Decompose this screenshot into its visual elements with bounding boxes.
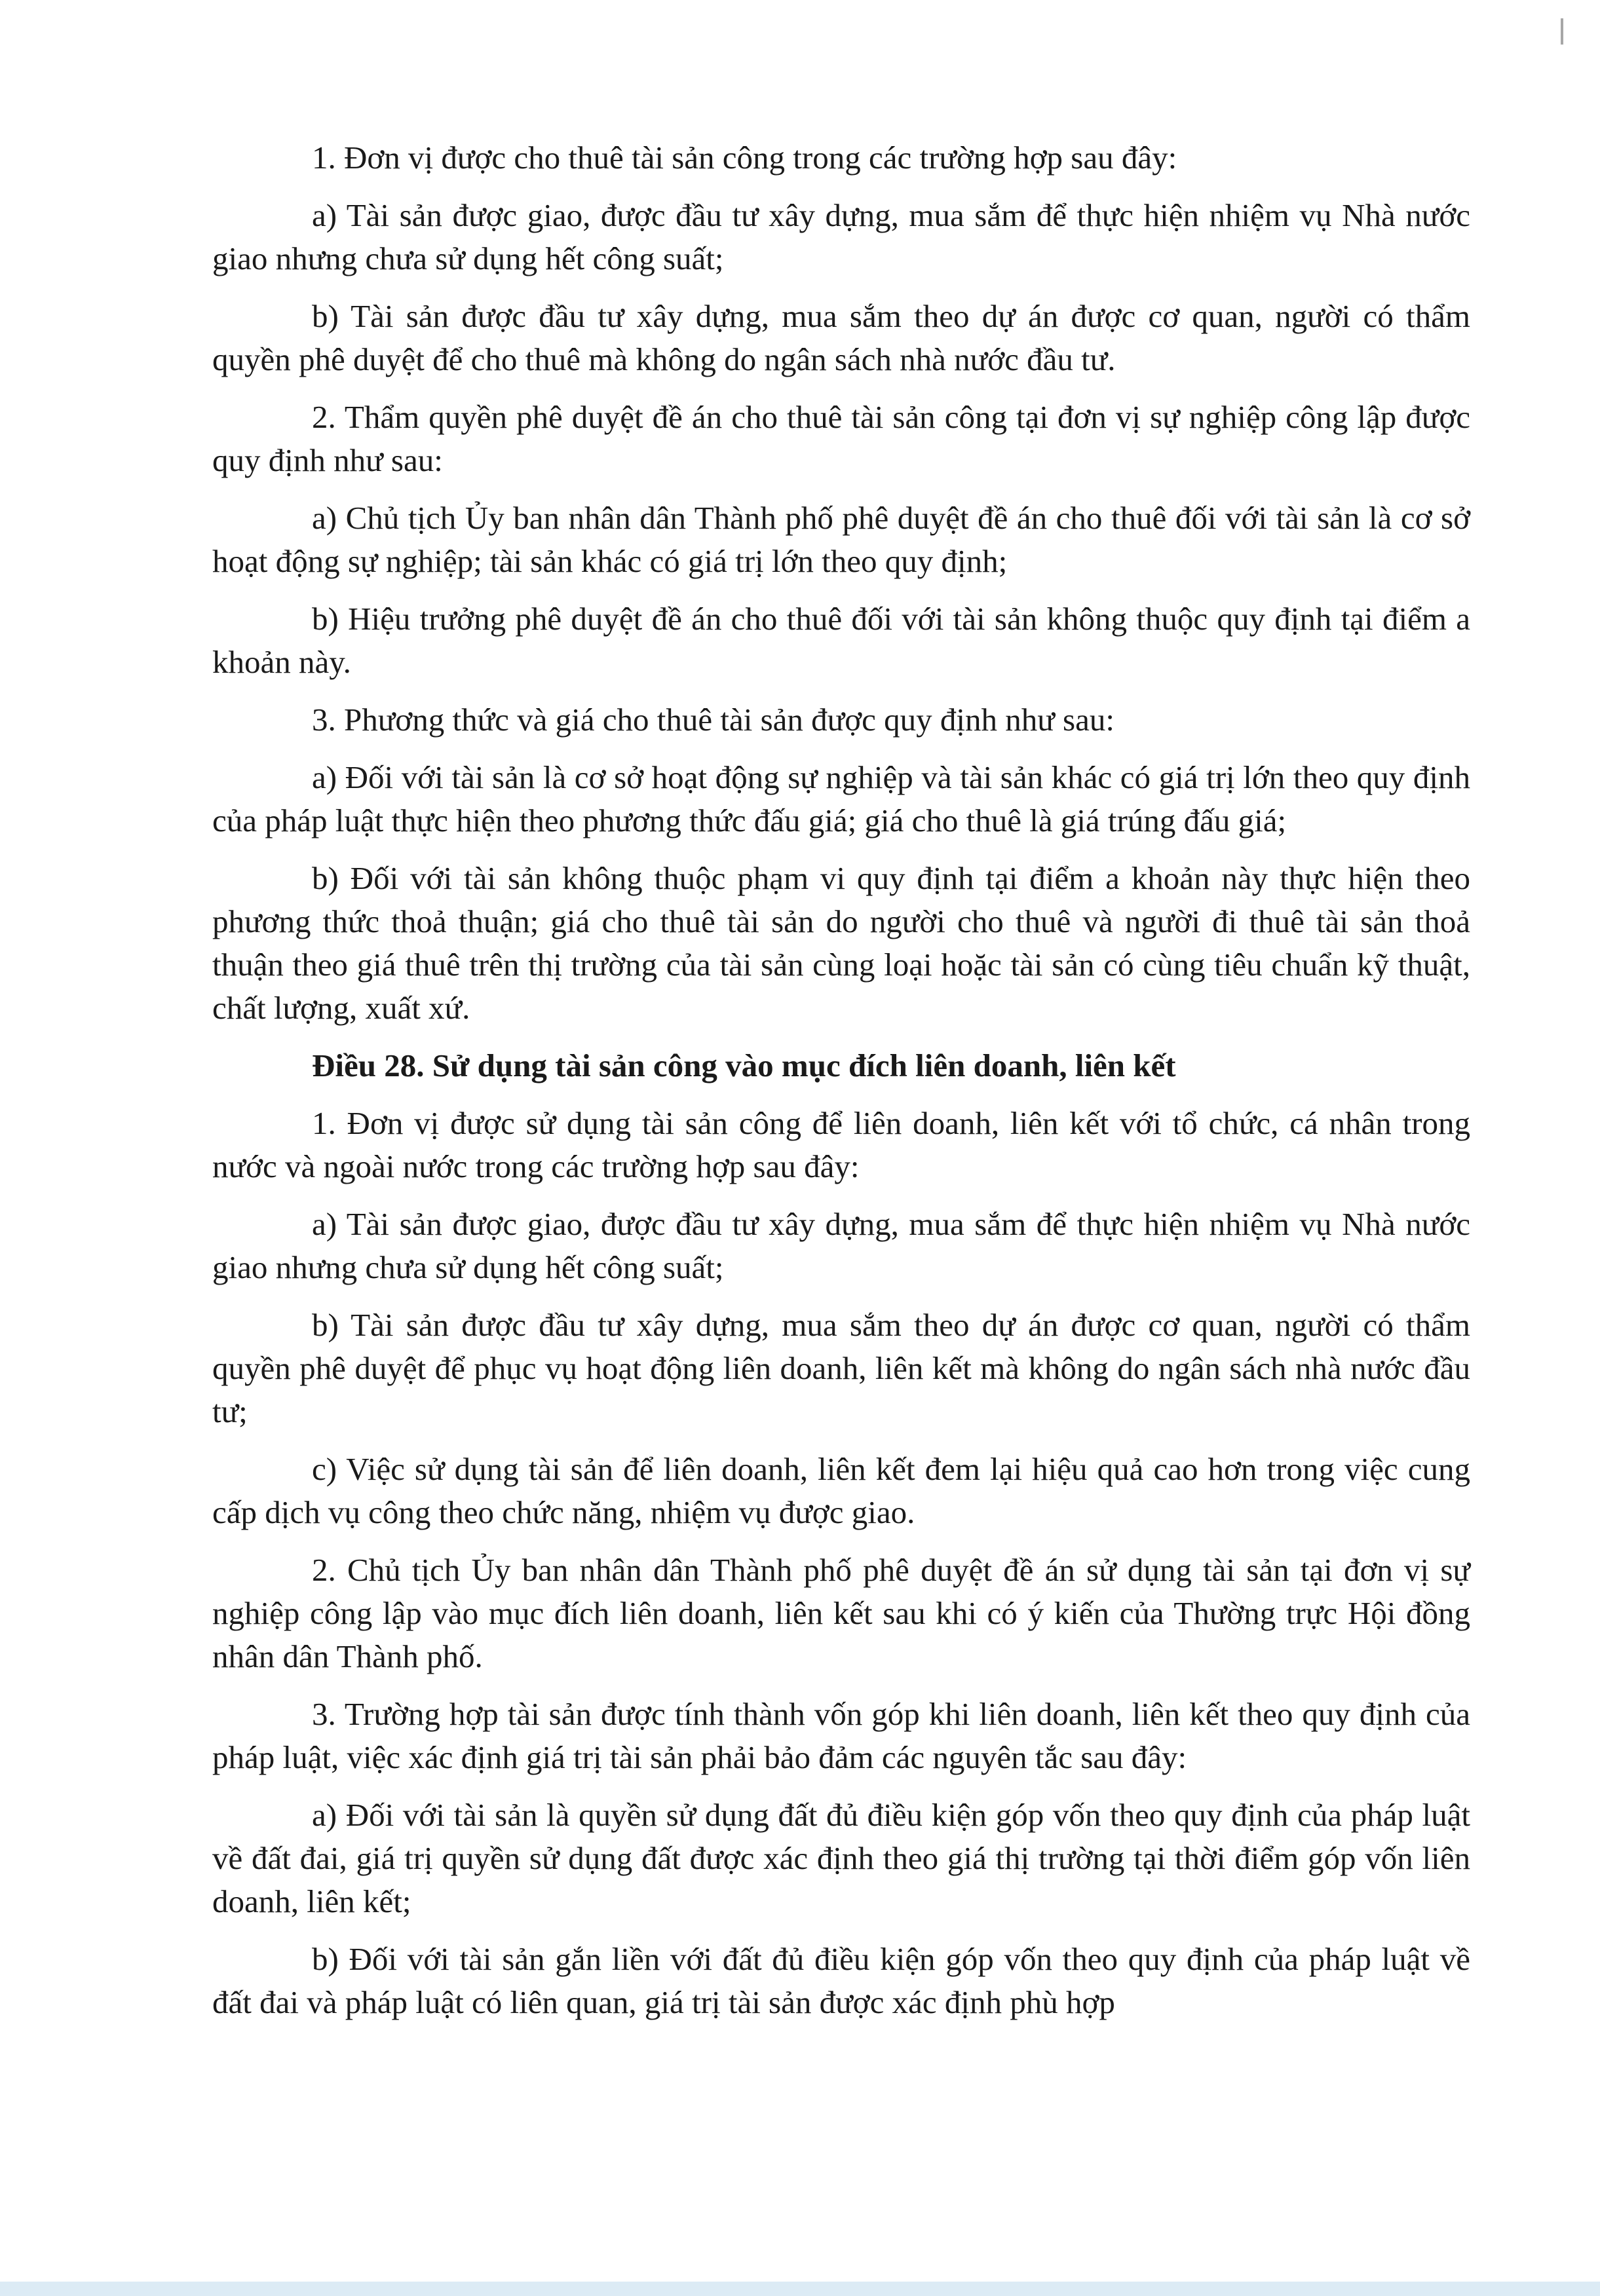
paragraph-3: 3. Phương thức và giá cho thuê tài sản được quy định như sau: — [312, 702, 1114, 738]
article-28-paragraph-1a: a) Tài sản được giao, được đầu tư xây dựng, mua sắm để thực hiện nhiệm vụ Nhà nước giao nhưng chưa sử dụng hết công suất; — [212, 1206, 1470, 1285]
article-28-paragraph-1: 1. Đơn vị được sử dụng tài sản công để liên doanh, liên kết với tổ chức, cá nhân trong nước và ngoài nước trong các trường hợp sau đây: — [212, 1105, 1470, 1184]
paragraph-3a: a) Đối với tài sản là cơ sở hoạt động sự nghiệp và tài sản khác có giá trị lớn theo quy định của pháp luật thực hiện theo phương thức đấu giá; giá cho thuê là giá trúng đấu giá; — [212, 759, 1470, 838]
paragraph-1a: a) Tài sản được giao, được đầu tư xây dựng, mua sắm để thực hiện nhiệm vụ Nhà nước giao nhưng chưa sử dụng hết công suất; — [212, 197, 1470, 276]
scan-bottom-strip — [0, 2282, 1600, 2296]
paragraph-2: 2. Thẩm quyền phê duyệt đề án cho thuê tài sản công tại đơn vị sự nghiệp công lập được quy định như sau: — [212, 399, 1470, 478]
scan-mark — [1561, 18, 1563, 45]
paragraph-1b: b) Tài sản được đầu tư xây dựng, mua sắm theo dự án được cơ quan, người có thẩm quyền phê duyệt để cho thuê mà không do ngân sách nhà nước đầu tư. — [212, 298, 1470, 377]
article-28-heading: Điều 28. Sử dụng tài sản công vào mục đích liên doanh, liên kết — [312, 1047, 1176, 1083]
paragraph-2b: b) Hiệu trưởng phê duyệt đề án cho thuê đối với tài sản không thuộc quy định tại điểm a khoản này. — [212, 601, 1470, 680]
article-28-paragraph-3: 3. Trường hợp tài sản được tính thành vốn góp khi liên doanh, liên kết theo quy định của pháp luật, việc xác định giá trị tài sản phải bảo đảm các nguyên tắc sau đây: — [212, 1696, 1470, 1775]
paragraph-1-1: 1. Đơn vị được cho thuê tài sản công trong các trường hợp sau đây: — [312, 140, 1177, 176]
paragraph-2a: a) Chủ tịch Ủy ban nhân dân Thành phố phê duyệt đề án cho thuê đối với tài sản là cơ sở hoạt động sự nghiệp; tài sản khác có giá trị lớn theo quy định; — [212, 500, 1470, 579]
article-28-paragraph-3b: b) Đối với tài sản gắn liền với đất đủ điều kiện góp vốn theo quy định của pháp luật về đất đai và pháp luật có liên quan, giá trị tài sản được xác định phù hợp — [212, 1941, 1470, 2020]
paragraph-3b: b) Đối với tài sản không thuộc phạm vi quy định tại điểm a khoản này thực hiện theo phương thức thoả thuận; giá cho thuê tài sản do người cho thuê và người đi thuê tài sản thoả thuận theo giá thuê trên thị trường của tài sản cùng loại hoặc tài sản có cùng tiêu chuẩn kỹ thuật, chất lượng, xuất xứ. — [212, 860, 1470, 1026]
article-28-paragraph-1b: b) Tài sản được đầu tư xây dựng, mua sắm theo dự án được cơ quan, người có thẩm quyền phê duyệt để phục vụ hoạt động liên doanh, liên kết mà không do ngân sách nhà nước đầu tư; — [212, 1307, 1470, 1429]
article-28-paragraph-3a: a) Đối với tài sản là quyền sử dụng đất đủ điều kiện góp vốn theo quy định của pháp luật về đất đai, giá trị quyền sử dụng đất được xác định theo giá thị trường tại thời điểm góp vốn liên doanh, liên kết; — [212, 1797, 1470, 1919]
document-body — [212, 136, 1470, 2039]
article-28-paragraph-2: 2. Chủ tịch Ủy ban nhân dân Thành phố phê duyệt đề án sử dụng tài sản tại đơn vị sự nghiệp công lập vào mục đích liên doanh, liên kết sau khi có ý kiến của Thường trực Hội đồng nhân dân Thành phố. — [212, 1552, 1470, 1674]
article-28-paragraph-1c: c) Việc sử dụng tài sản để liên doanh, liên kết đem lại hiệu quả cao hơn trong việc cung cấp dịch vụ công theo chức năng, nhiệm vụ được giao. — [212, 1451, 1470, 1530]
